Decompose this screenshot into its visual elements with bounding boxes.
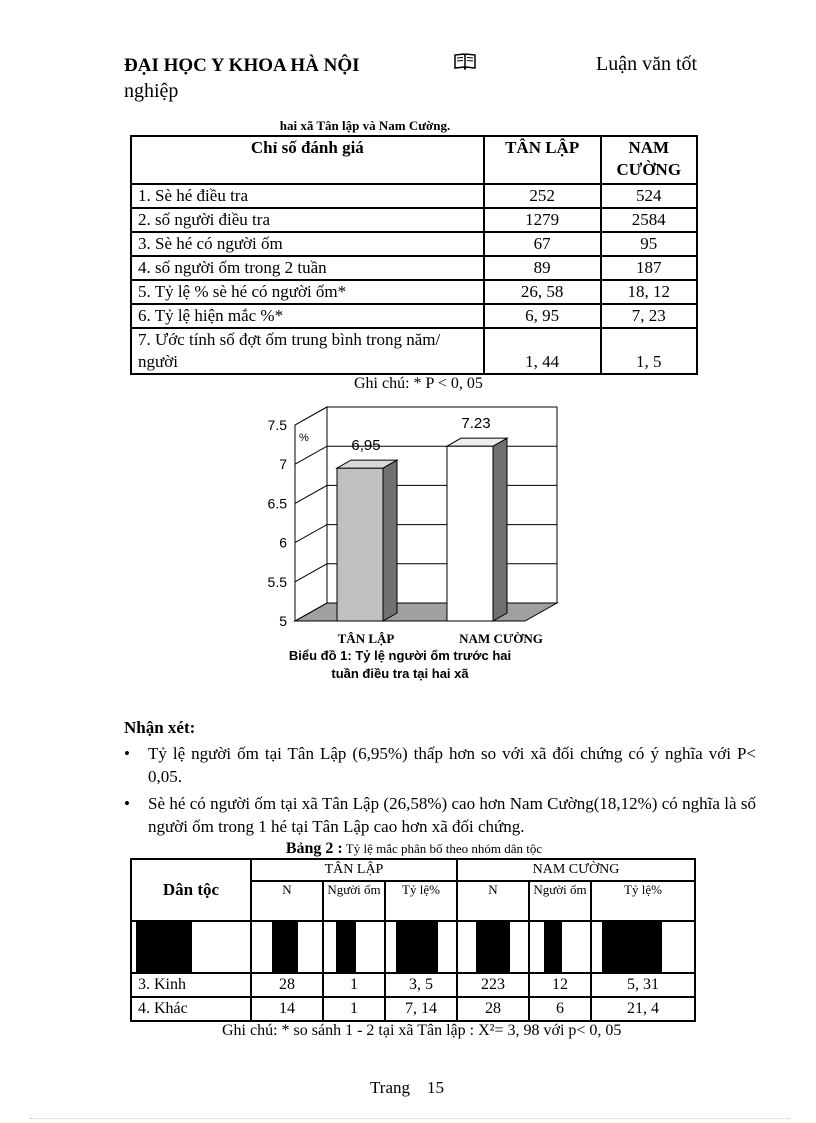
- table2-cell: 5, 31: [591, 973, 695, 997]
- chart-bar-side: [383, 460, 397, 621]
- table-row: [131, 184, 697, 208]
- table2-cell: 3, 5: [385, 973, 457, 997]
- remarks-title: Nhận xét:: [124, 718, 196, 737]
- table2-row-header: Dân tộc: [131, 859, 251, 921]
- table1-cell: 89: [484, 256, 601, 280]
- table1-cell: 67: [484, 232, 601, 256]
- table1-caption: hai xã Tân lập và Nam Cường.: [279, 118, 451, 133]
- chart-data-label: 7.23: [461, 415, 491, 433]
- table-row: [131, 973, 695, 997]
- table1-cell: 524: [601, 184, 697, 208]
- table1-label: 2. số người điều tra: [131, 208, 484, 232]
- table-row: [131, 304, 697, 328]
- table1-label: 6. Tỷ lệ hiện mắc %*: [131, 304, 484, 328]
- list-item: • Tỷ lệ người ốm tại Tân Lập (6,95%) thấp hơn so với xã đối chứng có ý nghĩa với P< 0,05.: [124, 744, 756, 786]
- table2-label: 3. Kinh: [131, 973, 251, 997]
- table2-caption-text: Tỷ lệ mắc phân bố theo nhóm dân tộc: [345, 841, 543, 856]
- chart-ytick-label: 5: [279, 613, 287, 629]
- table-row: [131, 208, 697, 232]
- redacted-cell: [529, 921, 591, 973]
- chart-category-label: NAM CƯỜNG: [459, 631, 543, 646]
- table2-cell: 6: [529, 997, 591, 1021]
- table1-cell: 18, 12: [601, 280, 697, 304]
- table2-header-row: [131, 859, 695, 881]
- table1-cell: 2584: [601, 208, 697, 232]
- table1-note: Ghi chú: * P < 0, 05: [354, 375, 483, 392]
- table1-cell: 6, 95: [484, 304, 601, 328]
- table2-note: Ghi chú: * so sánh 1 - 2 tại xã Tân lập : X²= 3, 98 với p< 0, 05: [222, 1022, 622, 1039]
- header-thesis-continuation: nghiệp: [124, 80, 179, 102]
- chart-ytick-label: 7.5: [267, 417, 287, 433]
- table2-redacted-row: [131, 921, 695, 973]
- table2-cell: 28: [457, 997, 529, 1021]
- header-thesis-label: Luận văn tốt: [596, 53, 698, 75]
- book-icon: [454, 52, 476, 76]
- table1-label: 1. Sè hé điều tra: [131, 184, 484, 208]
- table1-label: 7. Ước tính số đợt ốm trung bình trong năm/ người: [131, 328, 484, 374]
- table1-cell: 1, 44: [484, 328, 601, 374]
- table2-caption-label: Bảng 2 :: [285, 840, 343, 857]
- table-row: [131, 328, 697, 374]
- table-row: [131, 232, 697, 256]
- chart-bar: [337, 468, 383, 621]
- chart-ylabel: %: [299, 432, 309, 444]
- chart-title: Biểu đồ 1: Tỷ lệ người ốm trước hai: [288, 648, 512, 663]
- redacted-cell: [323, 921, 385, 973]
- table1-header-row: [131, 136, 697, 184]
- chart-floor: [295, 603, 557, 621]
- table2-cell: 7, 14: [385, 997, 457, 1021]
- table-row: [131, 280, 697, 304]
- header-university: ĐẠI HỌC Y KHOA HÀ NỘI: [124, 55, 360, 76]
- page-number: [370, 1078, 444, 1098]
- list-item: • Sè hé có người ốm tại xã Tân Lập (26,58%) cao hơn Nam Cường(18,12%) có nghĩa là số người ốm trong 1 hé tại Tân Lập cao hơn xã đối chứng.: [124, 794, 756, 836]
- table1-cell: 95: [601, 232, 697, 256]
- chart-bar-side: [493, 438, 507, 621]
- page-divider: [30, 1118, 790, 1119]
- table2-subheader: N: [457, 881, 529, 921]
- table2-cell: 28: [251, 973, 323, 997]
- table2-cell: 223: [457, 973, 529, 997]
- table2-subheader: Tỷ lệ%: [385, 881, 457, 921]
- page-label: Trang: [370, 1078, 410, 1097]
- table1-col-header: Chỉ số đánh giá: [131, 136, 484, 184]
- redacted-cell: [591, 921, 695, 973]
- table2-subheader: Tỷ lệ%: [591, 881, 695, 921]
- table2-group-header: TÂN LẬP: [251, 859, 457, 881]
- table2-subheader: Người ốm: [323, 881, 385, 921]
- redacted-cell: [457, 921, 529, 973]
- remark-text: Sè hé có người ốm tại xã Tân Lập (26,58%) cao hơn Nam Cường(18,12%) có nghĩa là số người ốm trong 1 hé tại Tân Lập cao hơn xã đối chứng.: [148, 794, 756, 836]
- table2-subheader: N: [251, 881, 323, 921]
- chart-category-label: TÂN LẬP: [337, 631, 395, 646]
- table1-cell: 1, 5: [601, 328, 697, 374]
- table2-cell: 21, 4: [591, 997, 695, 1021]
- chart-ytick-label: 7: [279, 456, 287, 473]
- table2-subheader: Người ốm: [529, 881, 591, 921]
- table1-col-header: TÂN LẬP: [484, 136, 601, 184]
- bar-chart: [250, 400, 570, 690]
- page-number-value: 15: [427, 1078, 444, 1097]
- table1: [130, 135, 698, 375]
- table1-cell: 7, 23: [601, 304, 697, 328]
- table-row: [131, 997, 695, 1021]
- table-row: [131, 256, 697, 280]
- redacted-cell: [385, 921, 457, 973]
- table1-cell: 26, 58: [484, 280, 601, 304]
- table2: [130, 858, 696, 1022]
- table1-cell: 1279: [484, 208, 601, 232]
- table2-cell: 14: [251, 997, 323, 1021]
- chart-title: tuần điều tra tại hai xã: [331, 666, 469, 681]
- table2-cell: 12: [529, 973, 591, 997]
- table1-label: 3. Sè hé có người ốm: [131, 232, 484, 256]
- table1-cell: 252: [484, 184, 601, 208]
- table1-cell: 187: [601, 256, 697, 280]
- chart-bar: [447, 446, 493, 621]
- remarks-list: [124, 742, 756, 842]
- redacted-cell: [131, 921, 251, 973]
- table2-group-header: NAM CƯỜNG: [457, 859, 695, 881]
- redacted-cell: [251, 921, 323, 973]
- table1-col-header: NAM CƯỜNG: [601, 136, 697, 184]
- table2-caption: [130, 840, 698, 858]
- chart-data-label: 6,95: [351, 437, 381, 455]
- chart-ytick-label: 6: [279, 534, 287, 551]
- table1-label: 4. số người ốm trong 2 tuần: [131, 256, 484, 280]
- table2-cell: 1: [323, 973, 385, 997]
- chart-ytick-label: 5.5: [267, 573, 287, 590]
- table2-label: 4. Khác: [131, 997, 251, 1021]
- table2-cell: 1: [323, 997, 385, 1021]
- chart-ytick-label: 6.5: [267, 495, 287, 512]
- table1-label: 5. Tỷ lệ % sè hé có người ốm*: [131, 280, 484, 304]
- remark-text: Tỷ lệ người ốm tại Tân Lập (6,95%) thấp hơn so với xã đối chứng có ý nghĩa với P< 0,05.: [148, 744, 756, 786]
